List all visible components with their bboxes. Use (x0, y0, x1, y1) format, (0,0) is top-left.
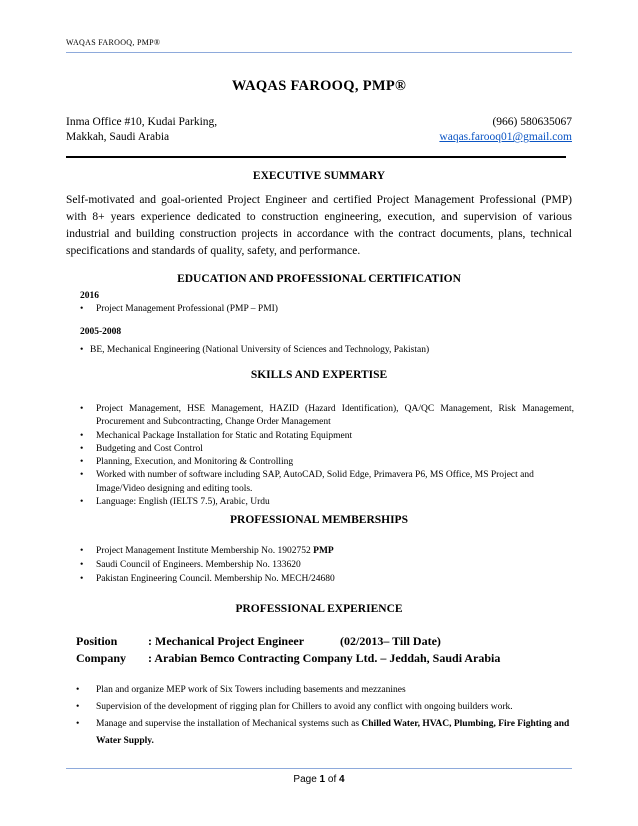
bullet-icon: • (80, 470, 84, 481)
duty-text: Supervision of the development of rigging plan for Chillers to avoid any conflict with ongoing builders work. (96, 702, 513, 712)
contact-address (66, 115, 217, 145)
skill-text: Worked with number of software including SAP, AutoCAD, Solid Edge, Primavera P6, MS Office, MS Project and Image/Video designing and editing tools. (96, 470, 534, 494)
skill-text: Mechanical Package Installation for Static and Rotating Equipment (96, 430, 353, 441)
skill-text: Budgeting and Cost Control (96, 443, 203, 454)
position-label: Position (76, 634, 118, 648)
experience-heading: PROFESSIONAL EXPERIENCE (235, 603, 403, 615)
duty-bold-text: Chilled Water, HVAC, Plumbing, Fire Fighting and Water Supply. (96, 719, 570, 746)
bullet-icon: • (80, 457, 84, 468)
company-value: : Arabian Bemco Contracting Company Ltd. – Jeddah, Saudi Arabia (148, 651, 501, 665)
duty-text: Plan and organize MEP work of Six Towers including basements and mezzanines (96, 685, 406, 695)
email-link[interactable]: waqas.farooq01@gmail.com (439, 131, 572, 143)
address-line-1: Inma Office #10, Kudai Parking, (66, 116, 218, 128)
list-item (80, 430, 574, 443)
list-item (80, 456, 574, 469)
list-item (80, 573, 574, 587)
bullet-icon: • (80, 345, 84, 355)
list-item (76, 699, 572, 716)
list-item (76, 682, 572, 699)
education-year: 2016 (80, 291, 99, 301)
candidate-name: WAQAS FAROOQ, PMP® (231, 78, 407, 94)
footer-divider (66, 768, 572, 769)
bullet-icon: • (80, 559, 84, 570)
bullet-icon: • (76, 719, 80, 729)
footer-middle: of (325, 774, 340, 785)
bullet-icon: • (80, 304, 84, 314)
bullet-icon: • (76, 702, 80, 712)
education-detail: BE, Mechanical Engineering (National University of Sciences and Technology, Pakistan) (90, 345, 430, 355)
list-item (80, 559, 574, 573)
bullet-icon: • (76, 685, 80, 695)
list-item (80, 496, 574, 509)
memberships-heading: PROFESSIONAL MEMBERSHIPS (230, 514, 408, 526)
page-number: 1 (319, 774, 326, 785)
membership-text: Saudi Council of Engineers. Membership No. 133620 (96, 559, 301, 570)
company-label: Company (76, 651, 127, 665)
education-heading: EDUCATION AND PROFESSIONAL CERTIFICATION (177, 273, 461, 285)
address-line-2: Makkah, Saudi Arabia (66, 131, 170, 143)
skills-heading: SKILLS AND EXPERTISE (250, 369, 388, 381)
position-value: : Mechanical Project Engineer (148, 634, 305, 648)
list-item (80, 545, 574, 559)
education-entry (80, 303, 574, 316)
duties-list (76, 682, 572, 750)
education-entry (80, 344, 574, 357)
membership-text: Project Management Institute Membership No. 1902752 (96, 546, 314, 556)
bullet-icon: • (80, 404, 84, 414)
membership-badge: PMP (313, 546, 334, 556)
page-total: 4 (339, 774, 345, 785)
bullet-icon: • (80, 443, 84, 454)
bullet-icon: • (80, 430, 84, 441)
position-dates: (02/2013– Till Date) (340, 634, 441, 648)
contact-info (439, 115, 572, 145)
skill-text: Language: English (IELTS 7.5), Arabic, Urdu (96, 497, 270, 508)
list-item (80, 469, 574, 496)
education-detail: Project Management Professional (PMP – PMI) (96, 304, 278, 314)
list-item (80, 403, 574, 430)
bullet-icon: • (80, 573, 84, 584)
running-header: WAQAS FAROOQ, PMP® (66, 38, 161, 47)
footer-prefix: Page (293, 774, 320, 785)
duty-text: Manage and supervise the installation of Mechanical systems such as (96, 719, 362, 729)
list-item (80, 443, 574, 456)
contact-divider (66, 156, 566, 158)
page-footer (0, 774, 638, 785)
skills-list (80, 403, 574, 509)
education-year: 2005-2008 (80, 327, 122, 337)
skill-text: Project Management, HSE Management, HAZID (Hazard Identification), QA/QC Management, Risk Management, Procurement and Subcontracting, Change Order Management (96, 404, 574, 428)
phone-number: (966) 580635067 (492, 116, 572, 128)
memberships-list (80, 545, 574, 586)
list-item (76, 716, 572, 750)
bullet-icon: • (80, 546, 84, 556)
executive-summary-heading: EXECUTIVE SUMMARY (252, 170, 386, 182)
header-divider (66, 52, 572, 53)
membership-text: Pakistan Engineering Council. Membership No. MECH/24680 (96, 573, 335, 584)
bullet-icon: • (80, 497, 84, 508)
skill-text: Planning, Execution, and Monitoring & Controlling (96, 457, 294, 468)
executive-summary-text: Self-motivated and goal-oriented Project Engineer and certified Project Management Professional (PMP) with 8+ years experience dedicated to construction engineering, execution, and supervision of various industrial and building construction projects in accordance with the contract documents, plans, technical specifications and standards of quality, safety, and performance. (66, 194, 572, 257)
